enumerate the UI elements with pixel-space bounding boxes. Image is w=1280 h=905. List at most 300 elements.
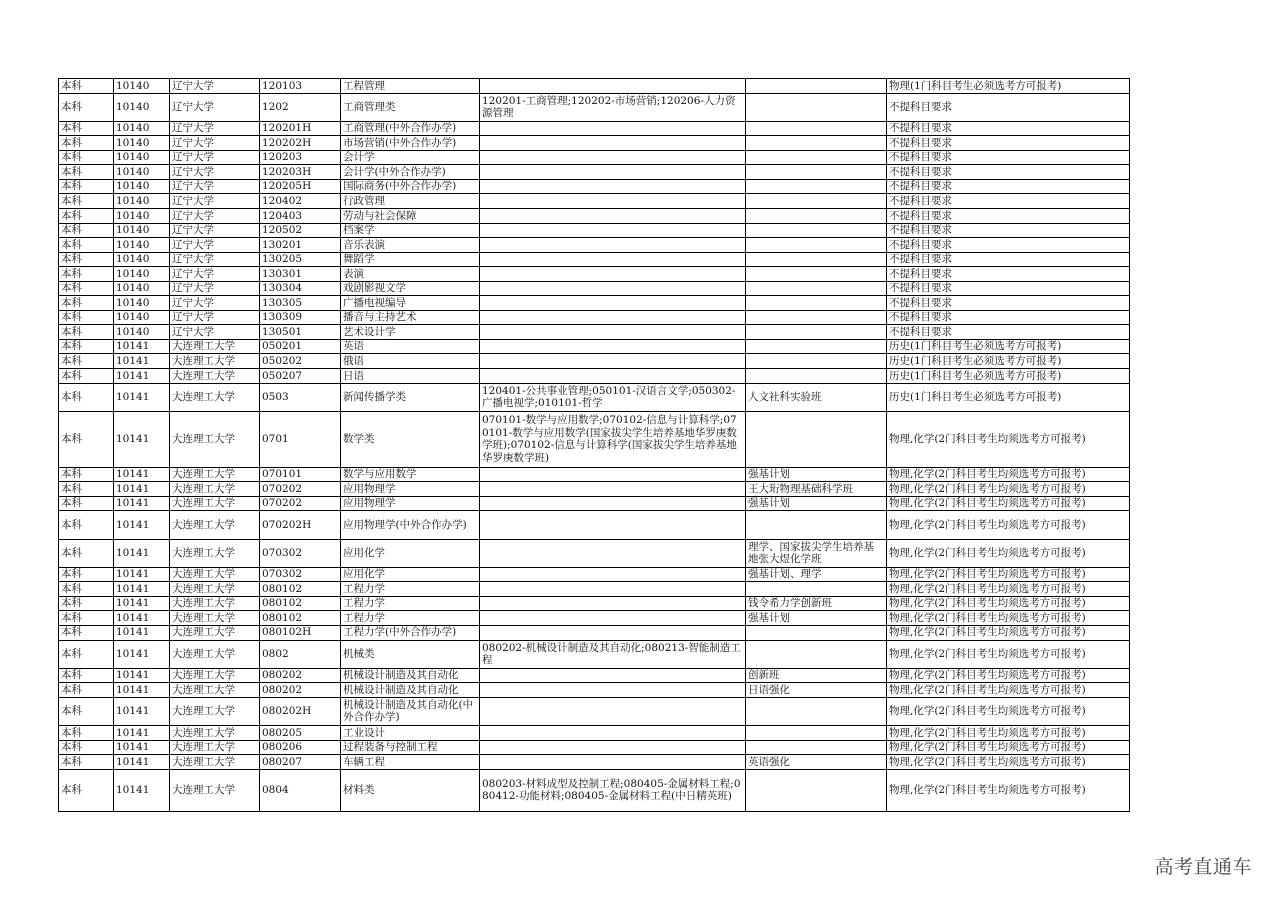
table-row: [59, 511, 1130, 539]
major-name-cell: 工程管理: [341, 79, 480, 94]
subject-requirement-cell: 不提科目要求: [887, 136, 1130, 151]
remark-cell: 王大珩物理基础科学班: [746, 482, 887, 497]
remark-cell: [746, 165, 887, 180]
school-name-cell: 大连理工大学: [170, 668, 260, 683]
major-name-cell: 播音与主持艺术: [341, 310, 480, 325]
subject-requirement-cell: 不提科目要求: [887, 238, 1130, 253]
major-name-cell: 英语: [341, 339, 480, 354]
level-cell: 本科: [59, 640, 114, 668]
subject-requirement-cell: 物理,化学(2门科目考生均须选考方可报考): [887, 640, 1130, 668]
major-code-cell: 120201H: [260, 121, 341, 136]
school-code-cell: 10141: [114, 467, 170, 482]
major-code-cell: 130201: [260, 238, 341, 253]
major-name-cell: 工业设计: [341, 725, 480, 740]
school-code-cell: 10140: [114, 121, 170, 136]
subject-requirement-cell: 物理,化学(2门科目考生均须选考方可报考): [887, 411, 1130, 467]
school-name-cell: 辽宁大学: [170, 281, 260, 296]
school-code-cell: 10140: [114, 209, 170, 224]
major-code-cell: 130501: [260, 325, 341, 340]
remark-cell: [746, 79, 887, 94]
major-code-cell: 120402: [260, 194, 341, 209]
table-row: [59, 209, 1130, 224]
school-code-cell: 10141: [114, 496, 170, 511]
level-cell: 本科: [59, 121, 114, 136]
school-name-cell: 辽宁大学: [170, 325, 260, 340]
subject-requirement-cell: 物理,化学(2门科目考生均须选考方可报考): [887, 482, 1130, 497]
subject-requirement-cell: 不提科目要求: [887, 93, 1130, 121]
subject-requirement-cell: 不提科目要求: [887, 150, 1130, 165]
major-name-cell: 工程力学: [341, 582, 480, 597]
school-code-cell: 10141: [114, 755, 170, 770]
table-row: [59, 165, 1130, 180]
school-name-cell: 大连理工大学: [170, 596, 260, 611]
included-majors-cell: 120401-公共事业管理;050101-汉语言文学;050302-广播电视学;010101-哲学: [480, 383, 746, 411]
level-cell: 本科: [59, 511, 114, 539]
subject-requirement-cell: 不提科目要求: [887, 121, 1130, 136]
included-majors-cell: [480, 582, 746, 597]
major-code-cell: 070302: [260, 567, 341, 582]
major-name-cell: 车辆工程: [341, 755, 480, 770]
school-name-cell: 大连理工大学: [170, 697, 260, 725]
major-name-cell: 市场营销(中外合作办学): [341, 136, 480, 151]
school-code-cell: 10140: [114, 281, 170, 296]
level-cell: 本科: [59, 725, 114, 740]
level-cell: 本科: [59, 93, 114, 121]
subject-requirement-cell: 物理,化学(2门科目考生均须选考方可报考): [887, 596, 1130, 611]
school-name-cell: 大连理工大学: [170, 383, 260, 411]
table-row: [59, 150, 1130, 165]
major-code-cell: 130301: [260, 267, 341, 282]
level-cell: 本科: [59, 252, 114, 267]
table-row: [59, 769, 1130, 811]
remark-cell: [746, 769, 887, 811]
major-code-cell: 080206: [260, 740, 341, 755]
remark-cell: [746, 93, 887, 121]
included-majors-cell: [480, 725, 746, 740]
school-code-cell: 10140: [114, 165, 170, 180]
major-code-cell: 080102: [260, 596, 341, 611]
level-cell: 本科: [59, 310, 114, 325]
table-row: [59, 93, 1130, 121]
major-code-cell: 120205H: [260, 179, 341, 194]
subject-requirement-cell: 物理,化学(2门科目考生均须选考方可报考): [887, 697, 1130, 725]
level-cell: 本科: [59, 697, 114, 725]
school-name-cell: 辽宁大学: [170, 93, 260, 121]
subject-requirement-cell: 物理,化学(2门科目考生均须选考方可报考): [887, 683, 1130, 698]
level-cell: 本科: [59, 267, 114, 282]
school-code-cell: 10140: [114, 79, 170, 94]
included-majors-cell: [480, 310, 746, 325]
major-name-cell: 机械设计制造及其自动化: [341, 683, 480, 698]
school-code-cell: 10141: [114, 625, 170, 640]
school-name-cell: 大连理工大学: [170, 683, 260, 698]
included-majors-cell: [480, 325, 746, 340]
school-code-cell: 10141: [114, 582, 170, 597]
subject-requirement-cell: 物理,化学(2门科目考生均须选考方可报考): [887, 511, 1130, 539]
remark-cell: [746, 136, 887, 151]
school-name-cell: 大连理工大学: [170, 496, 260, 511]
watermark-text: 高考直通车: [1154, 856, 1252, 878]
major-name-cell: 劳动与社会保障: [341, 209, 480, 224]
major-name-cell: 工商管理(中外合作办学): [341, 121, 480, 136]
level-cell: 本科: [59, 150, 114, 165]
table-row: [59, 136, 1130, 151]
included-majors-cell: [480, 567, 746, 582]
major-code-cell: 0701: [260, 411, 341, 467]
level-cell: 本科: [59, 223, 114, 238]
remark-cell: [746, 296, 887, 311]
table-row: [59, 496, 1130, 511]
school-name-cell: 辽宁大学: [170, 310, 260, 325]
school-name-cell: 大连理工大学: [170, 339, 260, 354]
table-row: [59, 194, 1130, 209]
level-cell: 本科: [59, 539, 114, 567]
subject-requirement-cell: 物理,化学(2门科目考生均须选考方可报考): [887, 611, 1130, 626]
level-cell: 本科: [59, 482, 114, 497]
subject-requirement-cell: 物理,化学(2门科目考生均须选考方可报考): [887, 625, 1130, 640]
major-code-cell: 050201: [260, 339, 341, 354]
level-cell: 本科: [59, 411, 114, 467]
table-row: [59, 339, 1130, 354]
subject-requirement-cell: 物理,化学(2门科目考生均须选考方可报考): [887, 539, 1130, 567]
remark-cell: [746, 339, 887, 354]
table-row: [59, 252, 1130, 267]
included-majors-cell: [480, 467, 746, 482]
remark-cell: [746, 640, 887, 668]
subject-requirement-cell: 历史(1门科目考生必须选考方可报考): [887, 339, 1130, 354]
school-name-cell: 大连理工大学: [170, 582, 260, 597]
included-majors-cell: [480, 267, 746, 282]
school-code-cell: 10141: [114, 369, 170, 384]
school-code-cell: 10141: [114, 354, 170, 369]
subject-requirement-cell: 物理,化学(2门科目考生均须选考方可报考): [887, 725, 1130, 740]
level-cell: 本科: [59, 668, 114, 683]
major-name-cell: 国际商务(中外合作办学): [341, 179, 480, 194]
remark-cell: [746, 179, 887, 194]
major-code-cell: 070101: [260, 467, 341, 482]
major-code-cell: 070302: [260, 539, 341, 567]
major-name-cell: 舞蹈学: [341, 252, 480, 267]
school-code-cell: 10141: [114, 539, 170, 567]
subject-requirement-cell: 不提科目要求: [887, 209, 1130, 224]
school-code-cell: 10140: [114, 252, 170, 267]
major-code-cell: 120502: [260, 223, 341, 238]
included-majors-cell: [480, 683, 746, 698]
school-name-cell: 辽宁大学: [170, 165, 260, 180]
table-row: [59, 482, 1130, 497]
remark-cell: 英语强化: [746, 755, 887, 770]
subject-requirement-cell: 物理,化学(2门科目考生均须选考方可报考): [887, 582, 1130, 597]
school-name-cell: 大连理工大学: [170, 539, 260, 567]
subject-requirement-cell: 不提科目要求: [887, 165, 1130, 180]
table-row: [59, 296, 1130, 311]
major-code-cell: 080102: [260, 611, 341, 626]
level-cell: 本科: [59, 467, 114, 482]
remark-cell: [746, 194, 887, 209]
school-name-cell: 大连理工大学: [170, 369, 260, 384]
major-name-cell: 日语: [341, 369, 480, 384]
level-cell: 本科: [59, 496, 114, 511]
table-row: [59, 310, 1130, 325]
major-name-cell: 材料类: [341, 769, 480, 811]
included-majors-cell: 070101-数学与应用数学;070102-信息与计算科学;070101-数学与应用数学(国家拔尖学生培养基地华罗庚数学班);070102-信息与计算科学(国家拔尖学生培养基地华罗庚数学班): [480, 411, 746, 467]
remark-cell: 强基计划: [746, 611, 887, 626]
school-name-cell: 大连理工大学: [170, 611, 260, 626]
school-name-cell: 辽宁大学: [170, 238, 260, 253]
school-name-cell: 大连理工大学: [170, 467, 260, 482]
remark-cell: [746, 310, 887, 325]
table-row: [59, 582, 1130, 597]
included-majors-cell: [480, 740, 746, 755]
remark-cell: 日语强化: [746, 683, 887, 698]
table-row: [59, 625, 1130, 640]
included-majors-cell: [480, 223, 746, 238]
table-row: [59, 740, 1130, 755]
major-name-cell: 应用物理学: [341, 482, 480, 497]
major-name-cell: 新闻传播学类: [341, 383, 480, 411]
included-majors-cell: [480, 209, 746, 224]
school-name-cell: 大连理工大学: [170, 482, 260, 497]
major-name-cell: 应用物理学(中外合作办学): [341, 511, 480, 539]
level-cell: 本科: [59, 325, 114, 340]
school-name-cell: 辽宁大学: [170, 121, 260, 136]
school-code-cell: 10140: [114, 136, 170, 151]
major-name-cell: 过程装备与控制工程: [341, 740, 480, 755]
included-majors-cell: 080203-材料成型及控制工程;080405-金属材料工程;080412-功能材料;080405-金属材料工程(中日精英班): [480, 769, 746, 811]
major-name-cell: 应用化学: [341, 567, 480, 582]
school-code-cell: 10140: [114, 194, 170, 209]
major-code-cell: 120202H: [260, 136, 341, 151]
school-code-cell: 10140: [114, 238, 170, 253]
included-majors-cell: [480, 539, 746, 567]
school-code-cell: 10141: [114, 725, 170, 740]
school-code-cell: 10141: [114, 482, 170, 497]
school-name-cell: 大连理工大学: [170, 740, 260, 755]
school-name-cell: 大连理工大学: [170, 725, 260, 740]
level-cell: 本科: [59, 755, 114, 770]
major-name-cell: 机械设计制造及其自动化: [341, 668, 480, 683]
included-majors-cell: [480, 339, 746, 354]
level-cell: 本科: [59, 369, 114, 384]
included-majors-cell: [480, 165, 746, 180]
subject-requirement-cell: 物理(1门科目考生必须选考方可报考): [887, 79, 1130, 94]
included-majors-cell: [480, 596, 746, 611]
school-code-cell: 10140: [114, 296, 170, 311]
major-code-cell: 080205: [260, 725, 341, 740]
subject-requirement-cell: 不提科目要求: [887, 179, 1130, 194]
major-code-cell: 120103: [260, 79, 341, 94]
school-name-cell: 辽宁大学: [170, 194, 260, 209]
level-cell: 本科: [59, 769, 114, 811]
subject-requirement-cell: 物理,化学(2门科目考生均须选考方可报考): [887, 496, 1130, 511]
school-name-cell: 辽宁大学: [170, 150, 260, 165]
remark-cell: [746, 238, 887, 253]
major-code-cell: 120203H: [260, 165, 341, 180]
school-name-cell: 大连理工大学: [170, 755, 260, 770]
level-cell: 本科: [59, 596, 114, 611]
major-name-cell: 行政管理: [341, 194, 480, 209]
school-code-cell: 10140: [114, 223, 170, 238]
major-code-cell: 130309: [260, 310, 341, 325]
major-name-cell: 工程力学: [341, 611, 480, 626]
school-code-cell: 10140: [114, 150, 170, 165]
major-name-cell: 广播电视编导: [341, 296, 480, 311]
major-code-cell: 050207: [260, 369, 341, 384]
major-name-cell: 音乐表演: [341, 238, 480, 253]
included-majors-cell: [480, 611, 746, 626]
table-row: [59, 383, 1130, 411]
remark-cell: [746, 325, 887, 340]
major-code-cell: 0804: [260, 769, 341, 811]
school-name-cell: 辽宁大学: [170, 79, 260, 94]
table-row: [59, 683, 1130, 698]
included-majors-cell: [480, 625, 746, 640]
remark-cell: [746, 582, 887, 597]
included-majors-cell: [480, 511, 746, 539]
major-code-cell: 070202: [260, 496, 341, 511]
table-row: [59, 539, 1130, 567]
major-code-cell: 130305: [260, 296, 341, 311]
major-code-cell: 1202: [260, 93, 341, 121]
school-name-cell: 大连理工大学: [170, 411, 260, 467]
school-code-cell: 10141: [114, 697, 170, 725]
level-cell: 本科: [59, 209, 114, 224]
major-name-cell: 应用化学: [341, 539, 480, 567]
level-cell: 本科: [59, 567, 114, 582]
subject-requirement-cell: 不提科目要求: [887, 281, 1130, 296]
level-cell: 本科: [59, 179, 114, 194]
level-cell: 本科: [59, 136, 114, 151]
subject-requirement-cell: 历史(1门科目考生必须选考方可报考): [887, 369, 1130, 384]
school-code-cell: 10141: [114, 740, 170, 755]
table-row: [59, 369, 1130, 384]
subject-requirement-cell: 不提科目要求: [887, 223, 1130, 238]
major-code-cell: 080207: [260, 755, 341, 770]
remark-cell: 钱令希力学创新班: [746, 596, 887, 611]
table-row: [59, 325, 1130, 340]
major-name-cell: 应用物理学: [341, 496, 480, 511]
subject-requirement-cell: 历史(1门科目考生必须选考方可报考): [887, 354, 1130, 369]
remark-cell: [746, 223, 887, 238]
subject-requirement-cell: 不提科目要求: [887, 252, 1130, 267]
major-code-cell: 130304: [260, 281, 341, 296]
included-majors-cell: [480, 668, 746, 683]
level-cell: 本科: [59, 383, 114, 411]
level-cell: 本科: [59, 238, 114, 253]
remark-cell: [746, 354, 887, 369]
school-code-cell: 10141: [114, 511, 170, 539]
subject-requirement-cell: 不提科目要求: [887, 325, 1130, 340]
remark-cell: 创新班: [746, 668, 887, 683]
subject-requirement-cell: 历史(1门科目考生必须选考方可报考): [887, 383, 1130, 411]
school-code-cell: 10141: [114, 383, 170, 411]
major-name-cell: 工商管理类: [341, 93, 480, 121]
table-row: [59, 354, 1130, 369]
major-code-cell: 0503: [260, 383, 341, 411]
included-majors-cell: [480, 194, 746, 209]
major-code-cell: 080202H: [260, 697, 341, 725]
table-body: [59, 79, 1130, 812]
included-majors-cell: [480, 150, 746, 165]
school-code-cell: 10141: [114, 640, 170, 668]
school-name-cell: 辽宁大学: [170, 267, 260, 282]
school-code-cell: 10141: [114, 683, 170, 698]
subject-requirement-cell: 物理,化学(2门科目考生均须选考方可报考): [887, 467, 1130, 482]
remark-cell: 理学、国家拔尖学生培养基地张大煜化学班: [746, 539, 887, 567]
table-row: [59, 596, 1130, 611]
major-name-cell: 机械设计制造及其自动化(中外合作办学): [341, 697, 480, 725]
table-row: [59, 223, 1130, 238]
major-name-cell: 会计学: [341, 150, 480, 165]
school-code-cell: 10140: [114, 267, 170, 282]
level-cell: 本科: [59, 354, 114, 369]
remark-cell: [746, 209, 887, 224]
included-majors-cell: [480, 369, 746, 384]
table-row: [59, 640, 1130, 668]
school-name-cell: 大连理工大学: [170, 769, 260, 811]
subject-requirement-cell: 不提科目要求: [887, 267, 1130, 282]
major-name-cell: 档案学: [341, 223, 480, 238]
major-code-cell: 070202H: [260, 511, 341, 539]
included-majors-cell: [480, 252, 746, 267]
table-row: [59, 725, 1130, 740]
remark-cell: [746, 121, 887, 136]
school-name-cell: 大连理工大学: [170, 511, 260, 539]
table-row: [59, 755, 1130, 770]
major-name-cell: 艺术设计学: [341, 325, 480, 340]
school-name-cell: 辽宁大学: [170, 179, 260, 194]
level-cell: 本科: [59, 165, 114, 180]
subject-requirement-cell: 物理,化学(2门科目考生均须选考方可报考): [887, 567, 1130, 582]
included-majors-cell: [480, 697, 746, 725]
requirements-table: [58, 78, 1130, 812]
school-name-cell: 大连理工大学: [170, 567, 260, 582]
level-cell: 本科: [59, 683, 114, 698]
table-row: [59, 611, 1130, 626]
included-majors-cell: [480, 281, 746, 296]
level-cell: 本科: [59, 740, 114, 755]
remark-cell: [746, 740, 887, 755]
table-row: [59, 567, 1130, 582]
included-majors-cell: [480, 496, 746, 511]
remark-cell: [746, 252, 887, 267]
major-code-cell: 120403: [260, 209, 341, 224]
included-majors-cell: 080202-机械设计制造及其自动化;080213-智能制造工程: [480, 640, 746, 668]
major-name-cell: 会计学(中外合作办学): [341, 165, 480, 180]
level-cell: 本科: [59, 582, 114, 597]
level-cell: 本科: [59, 625, 114, 640]
remark-cell: 强基计划: [746, 467, 887, 482]
school-name-cell: 大连理工大学: [170, 640, 260, 668]
school-code-cell: 10140: [114, 179, 170, 194]
major-code-cell: 080102: [260, 582, 341, 597]
table-row: [59, 411, 1130, 467]
remark-cell: [746, 511, 887, 539]
major-code-cell: 050202: [260, 354, 341, 369]
remark-cell: 人文社科实验班: [746, 383, 887, 411]
level-cell: 本科: [59, 281, 114, 296]
included-majors-cell: [480, 354, 746, 369]
table-row: [59, 467, 1130, 482]
subject-requirement-cell: 不提科目要求: [887, 296, 1130, 311]
school-name-cell: 大连理工大学: [170, 625, 260, 640]
level-cell: 本科: [59, 194, 114, 209]
included-majors-cell: [480, 179, 746, 194]
included-majors-cell: 120201-工商管理;120202-市场营销;120206-人力资源管理: [480, 93, 746, 121]
major-code-cell: 080202: [260, 668, 341, 683]
included-majors-cell: [480, 238, 746, 253]
school-code-cell: 10141: [114, 668, 170, 683]
